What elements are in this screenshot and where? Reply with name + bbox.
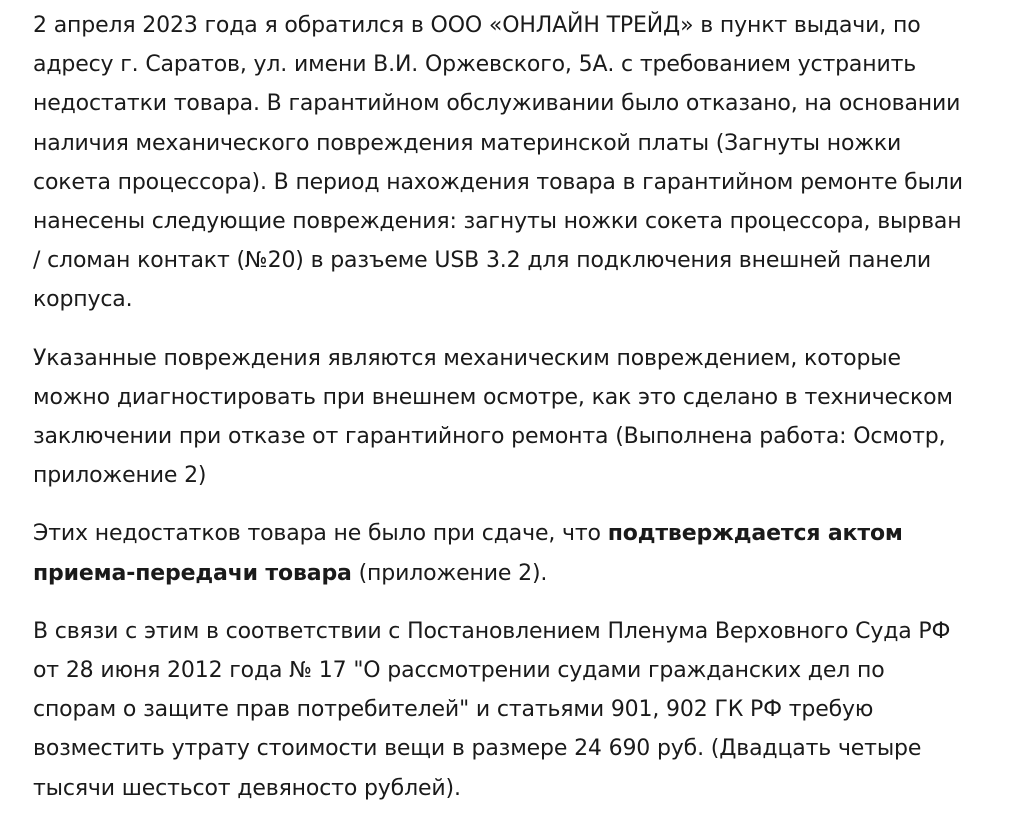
acceptance-act-emphasis: подтверждается актом приема-передачи товара — [33, 521, 903, 586]
paragraph-acceptance-act — [33, 514, 971, 592]
paragraph-acceptance-act-lead: Этих недостатков товара не было при сдаче, что — [33, 521, 608, 547]
paragraph-complaint: 2 апреля 2023 года я обратился в ООО «ОНЛАЙН ТРЕЙД» в пункт выдачи, по адресу г. Саратов, ул. имени В.И. Оржевского, 5А. с требованием устранить недостатки товара. В гарантийном обслуживании было отказано, на основании наличия механического повреждения материнской платы (Загнуты ножки сокета процессора). В период нахождения товара в гарантийном ремонте были нанесены следующие повреждения: загнуты ножки сокета процессора, вырван / сломан контакт (№20) в разъеме USB 3.2 для подключения внешней панели корпуса. — [33, 13, 963, 313]
paragraph-damage-description: Указанные повреждения являются механическим повреждением, которые можно диагностировать при внешнем осмотре, как это сделано в техническом заключении при отказе от гарантийного ремонта (Выполнена работа: Осмотр, приложение 2) — [33, 345, 953, 489]
paragraph-compensation-demand: В связи с этим в соответствии с Постановлением Пленума Верховного Суда РФ от 28 июня 2012 года № 17 "О рассмотрении судами гражданских дел по спорам о защите прав потребителей" и статьями 901, 902 ГК РФ требую возместить утрату стоимости вещи в размере 24 690 руб. (Двадцать четыре тысячи шестьсот девяносто рублей). — [33, 618, 951, 801]
paragraph-acceptance-act-tail: (приложение 2). — [351, 560, 548, 586]
